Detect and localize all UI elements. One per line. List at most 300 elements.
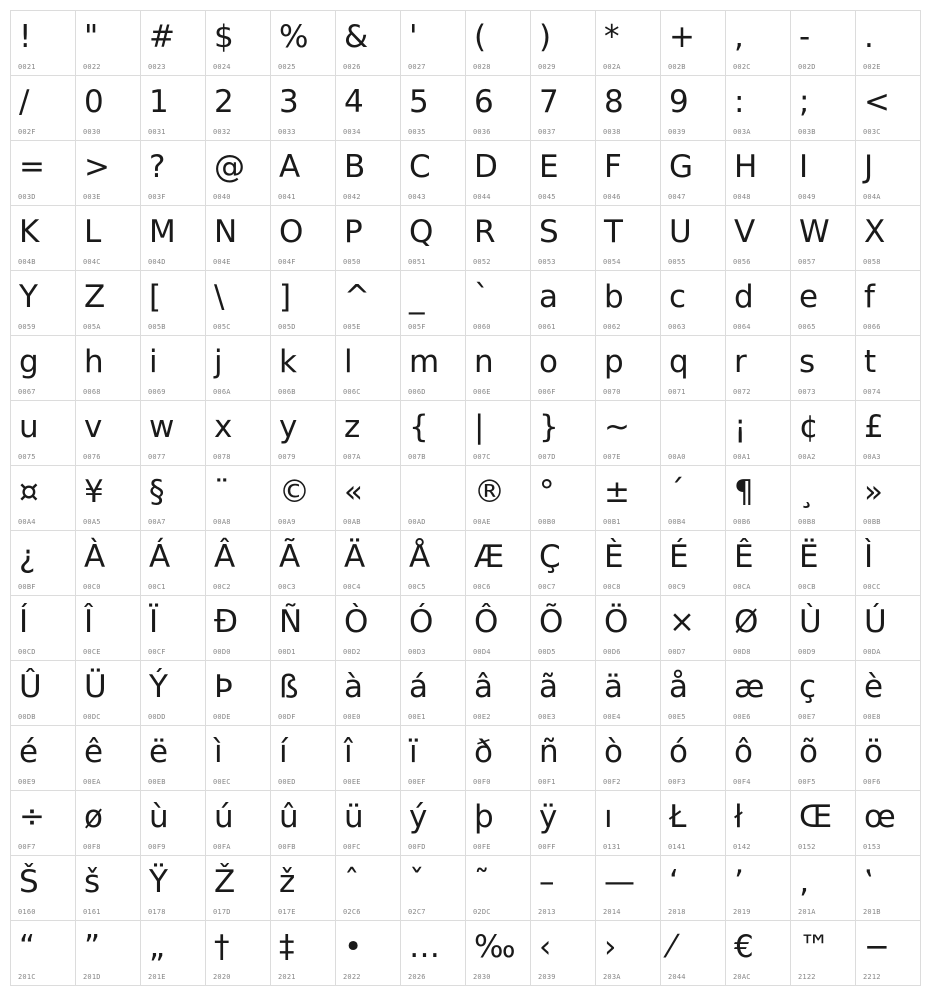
glyph-char: C bbox=[409, 149, 431, 185]
glyph-cell bbox=[206, 531, 271, 596]
glyph-codepoint: 00F7 bbox=[18, 843, 36, 851]
glyph-char: / bbox=[19, 84, 30, 120]
glyph-cell bbox=[856, 206, 921, 271]
glyph-codepoint: 00AE bbox=[473, 518, 491, 526]
glyph-cell bbox=[596, 206, 661, 271]
glyph-char: i bbox=[149, 344, 158, 380]
glyph-cell bbox=[596, 11, 661, 76]
glyph-cell bbox=[11, 726, 76, 791]
glyph-codepoint: 00C5 bbox=[408, 583, 426, 591]
glyph-codepoint: 00DB bbox=[18, 713, 36, 721]
glyph-cell bbox=[141, 11, 206, 76]
glyph-char: £ bbox=[864, 409, 884, 445]
glyph-codepoint: 0153 bbox=[863, 843, 881, 851]
glyph-cell bbox=[856, 466, 921, 531]
glyph-cell bbox=[596, 401, 661, 466]
glyph-cell bbox=[726, 76, 791, 141]
glyph-char: ” bbox=[84, 929, 101, 965]
glyph-char: Ÿ bbox=[149, 864, 168, 900]
glyph-cell bbox=[271, 401, 336, 466]
glyph-codepoint: 2030 bbox=[473, 973, 491, 981]
glyph-char: W bbox=[799, 214, 830, 250]
glyph-char: ˇ bbox=[409, 864, 425, 900]
glyph-char: þ bbox=[474, 799, 494, 835]
glyph-char: ~ bbox=[604, 409, 630, 445]
glyph-char: [ bbox=[149, 279, 162, 315]
glyph-codepoint: 0024 bbox=[213, 63, 231, 71]
glyph-char: Ò bbox=[344, 604, 369, 640]
glyph-cell bbox=[726, 11, 791, 76]
glyph-codepoint: 00A4 bbox=[18, 518, 36, 526]
glyph-codepoint: 0057 bbox=[798, 258, 816, 266]
glyph-char: , bbox=[734, 19, 744, 55]
glyph-cell bbox=[76, 726, 141, 791]
glyph-codepoint: 2013 bbox=[538, 908, 556, 916]
glyph-cell bbox=[206, 921, 271, 986]
glyph-char: ¡ bbox=[734, 409, 747, 445]
glyph-codepoint: 005B bbox=[148, 323, 166, 331]
glyph-char: † bbox=[214, 929, 230, 965]
glyph-cell bbox=[791, 726, 856, 791]
glyph-cell bbox=[531, 76, 596, 141]
glyph-char: ? bbox=[149, 149, 166, 185]
glyph-cell bbox=[336, 141, 401, 206]
glyph-char: ‰ bbox=[474, 929, 516, 965]
glyph-char: § bbox=[149, 474, 165, 510]
glyph-codepoint: 00CC bbox=[863, 583, 881, 591]
glyph-cell bbox=[336, 791, 401, 856]
glyph-char: − bbox=[864, 929, 890, 965]
glyph-char: m bbox=[409, 344, 440, 380]
glyph-char: O bbox=[279, 214, 304, 250]
glyph-codepoint: 0075 bbox=[18, 453, 36, 461]
glyph-cell bbox=[271, 531, 336, 596]
glyph-cell bbox=[661, 726, 726, 791]
glyph-cell bbox=[726, 921, 791, 986]
glyph-char: — bbox=[604, 864, 635, 900]
glyph-cell bbox=[11, 596, 76, 661]
glyph-cell bbox=[791, 661, 856, 726]
glyph-codepoint: 2039 bbox=[538, 973, 556, 981]
glyph-cell bbox=[76, 921, 141, 986]
glyph-cell bbox=[271, 791, 336, 856]
glyph-cell bbox=[596, 661, 661, 726]
glyph-cell bbox=[141, 336, 206, 401]
glyph-cell bbox=[11, 141, 76, 206]
glyph-codepoint: 0077 bbox=[148, 453, 166, 461]
glyph-char: Ù bbox=[799, 604, 822, 640]
glyph-codepoint: 00C2 bbox=[213, 583, 231, 591]
glyph-cell bbox=[856, 141, 921, 206]
glyph-char: A bbox=[279, 149, 301, 185]
glyph-char: N bbox=[214, 214, 238, 250]
glyph-char: ] bbox=[279, 279, 292, 315]
glyph-codepoint: 0034 bbox=[343, 128, 361, 136]
glyph-codepoint: 00C0 bbox=[83, 583, 101, 591]
glyph-char: f bbox=[864, 279, 875, 315]
glyph-cell bbox=[141, 141, 206, 206]
glyph-cell bbox=[76, 271, 141, 336]
glyph-char: + bbox=[669, 19, 695, 55]
glyph-cell bbox=[726, 661, 791, 726]
glyph-codepoint: 00FD bbox=[408, 843, 426, 851]
glyph-char: ° bbox=[539, 474, 555, 510]
glyph-codepoint: 0072 bbox=[733, 388, 751, 396]
glyph-char: à bbox=[344, 669, 363, 705]
glyph-codepoint: 2022 bbox=[343, 973, 361, 981]
glyph-codepoint: 00F0 bbox=[473, 778, 491, 786]
glyph-char: ^ bbox=[344, 279, 370, 315]
glyph-cell bbox=[271, 466, 336, 531]
glyph-cell bbox=[141, 206, 206, 271]
glyph-char: á bbox=[409, 669, 428, 705]
glyph-cell bbox=[76, 11, 141, 76]
glyph-char: É bbox=[669, 539, 689, 575]
glyph-codepoint: 00DA bbox=[863, 648, 881, 656]
glyph-codepoint: 003B bbox=[798, 128, 816, 136]
glyph-cell bbox=[791, 856, 856, 921]
glyph-char: K bbox=[19, 214, 40, 250]
glyph-cell bbox=[791, 531, 856, 596]
glyph-codepoint: 00DC bbox=[83, 713, 101, 721]
glyph-cell bbox=[466, 661, 531, 726]
glyph-codepoint: 006E bbox=[473, 388, 491, 396]
glyph-char: ™ bbox=[799, 929, 830, 965]
glyph-char: 8 bbox=[604, 84, 624, 120]
glyph-char: ® bbox=[474, 474, 505, 510]
glyph-cell bbox=[271, 141, 336, 206]
glyph-char: < bbox=[864, 84, 890, 120]
glyph-cell bbox=[531, 791, 596, 856]
glyph-char: } bbox=[539, 409, 559, 445]
glyph-char: – bbox=[539, 864, 555, 900]
glyph-codepoint: 005D bbox=[278, 323, 296, 331]
glyph-codepoint: 0025 bbox=[278, 63, 296, 71]
glyph-codepoint: 00A7 bbox=[148, 518, 166, 526]
glyph-cell bbox=[401, 726, 466, 791]
glyph-codepoint: 00E7 bbox=[798, 713, 816, 721]
glyph-codepoint: 00C9 bbox=[668, 583, 686, 591]
glyph-char: # bbox=[149, 19, 175, 55]
glyph-codepoint: 004D bbox=[148, 258, 166, 266]
glyph-char: ÷ bbox=[19, 799, 45, 835]
glyph-codepoint: 2026 bbox=[408, 973, 426, 981]
glyph-codepoint: 00C4 bbox=[343, 583, 361, 591]
glyph-codepoint: 00CB bbox=[798, 583, 816, 591]
glyph-codepoint: 00D7 bbox=[668, 648, 686, 656]
glyph-codepoint: 2044 bbox=[668, 973, 686, 981]
glyph-char: ž bbox=[279, 864, 296, 900]
glyph-char: ê bbox=[84, 734, 104, 770]
glyph-cell bbox=[11, 466, 76, 531]
glyph-char: Á bbox=[149, 539, 171, 575]
glyph-cell bbox=[661, 466, 726, 531]
glyph-char: T bbox=[604, 214, 623, 250]
glyph-codepoint: 00CD bbox=[18, 648, 36, 656]
glyph-grid bbox=[10, 10, 921, 986]
glyph-codepoint: 0052 bbox=[473, 258, 491, 266]
glyph-codepoint: 0065 bbox=[798, 323, 816, 331]
glyph-codepoint: 2021 bbox=[278, 973, 296, 981]
glyph-char: Ô bbox=[474, 604, 499, 640]
glyph-codepoint: 0069 bbox=[148, 388, 166, 396]
glyph-char: Æ bbox=[474, 539, 505, 575]
glyph-codepoint: 002D bbox=[798, 63, 816, 71]
glyph-cell bbox=[856, 856, 921, 921]
glyph-cell bbox=[466, 336, 531, 401]
glyph-codepoint: 00FF bbox=[538, 843, 556, 851]
glyph-char: Ê bbox=[734, 539, 754, 575]
glyph-cell bbox=[726, 596, 791, 661]
glyph-char: Ã bbox=[279, 539, 301, 575]
glyph-cell bbox=[76, 206, 141, 271]
glyph-codepoint: 00F2 bbox=[603, 778, 621, 786]
glyph-codepoint: 00D4 bbox=[473, 648, 491, 656]
glyph-char: n bbox=[474, 344, 494, 380]
glyph-cell bbox=[206, 661, 271, 726]
glyph-cell bbox=[791, 206, 856, 271]
glyph-char: ¿ bbox=[19, 539, 36, 575]
glyph-codepoint: 002A bbox=[603, 63, 621, 71]
glyph-cell bbox=[791, 401, 856, 466]
glyph-char: æ bbox=[734, 669, 765, 705]
glyph-cell bbox=[336, 856, 401, 921]
glyph-char: © bbox=[279, 474, 310, 510]
glyph-char: { bbox=[409, 409, 429, 445]
glyph-codepoint: 00E5 bbox=[668, 713, 686, 721]
glyph-cell bbox=[531, 466, 596, 531]
glyph-cell bbox=[11, 661, 76, 726]
glyph-cell bbox=[791, 466, 856, 531]
glyph-codepoint: 00C8 bbox=[603, 583, 621, 591]
glyph-cell bbox=[856, 596, 921, 661]
glyph-char: 5 bbox=[409, 84, 429, 120]
glyph-cell bbox=[531, 856, 596, 921]
glyph-char: ‛ bbox=[864, 864, 874, 900]
glyph-codepoint: 00E4 bbox=[603, 713, 621, 721]
glyph-codepoint: 02DC bbox=[473, 908, 491, 916]
glyph-cell bbox=[791, 921, 856, 986]
glyph-codepoint: 0073 bbox=[798, 388, 816, 396]
glyph-cell bbox=[271, 76, 336, 141]
glyph-char: ñ bbox=[539, 734, 559, 770]
glyph-codepoint: 0056 bbox=[733, 258, 751, 266]
glyph-char: " bbox=[84, 19, 99, 55]
glyph-char: Û bbox=[19, 669, 42, 705]
glyph-char: l bbox=[344, 344, 353, 380]
glyph-codepoint: 00F1 bbox=[538, 778, 556, 786]
glyph-codepoint: 00CE bbox=[83, 648, 101, 656]
glyph-codepoint: 2019 bbox=[733, 908, 751, 916]
glyph-codepoint: 00A8 bbox=[213, 518, 231, 526]
glyph-codepoint: 00FB bbox=[278, 843, 296, 851]
glyph-char: ˆ bbox=[344, 864, 360, 900]
glyph-cell bbox=[596, 726, 661, 791]
glyph-cell bbox=[76, 466, 141, 531]
glyph-codepoint: 007C bbox=[473, 453, 491, 461]
glyph-char: é bbox=[19, 734, 39, 770]
glyph-char: Ý bbox=[149, 669, 168, 705]
glyph-cell bbox=[531, 11, 596, 76]
glyph-char: ø bbox=[84, 799, 103, 835]
glyph-char: ⁄ bbox=[669, 929, 675, 965]
glyph-char: 3 bbox=[279, 84, 299, 120]
glyph-cell bbox=[726, 726, 791, 791]
glyph-codepoint: 003E bbox=[83, 193, 101, 201]
glyph-codepoint: 0049 bbox=[798, 193, 816, 201]
glyph-cell bbox=[661, 921, 726, 986]
glyph-codepoint: 00E9 bbox=[18, 778, 36, 786]
glyph-codepoint: 007B bbox=[408, 453, 426, 461]
glyph-char: R bbox=[474, 214, 496, 250]
glyph-cell bbox=[206, 596, 271, 661]
glyph-cell bbox=[401, 661, 466, 726]
glyph-cell bbox=[596, 921, 661, 986]
glyph-codepoint: 00D3 bbox=[408, 648, 426, 656]
glyph-cell bbox=[531, 726, 596, 791]
glyph-char: š bbox=[84, 864, 101, 900]
glyph-codepoint: 0026 bbox=[343, 63, 361, 71]
glyph-codepoint: 00F3 bbox=[668, 778, 686, 786]
glyph-char: e bbox=[799, 279, 819, 315]
glyph-cell bbox=[401, 856, 466, 921]
glyph-char: ` bbox=[474, 279, 490, 315]
glyph-char: z bbox=[344, 409, 361, 445]
glyph-char: Ž bbox=[214, 864, 236, 900]
glyph-codepoint: 00EF bbox=[408, 778, 426, 786]
glyph-char: Þ bbox=[214, 669, 233, 705]
glyph-char: ù bbox=[149, 799, 169, 835]
glyph-codepoint: 201D bbox=[83, 973, 101, 981]
glyph-cell bbox=[856, 76, 921, 141]
glyph-char: ô bbox=[734, 734, 753, 770]
glyph-codepoint: 201C bbox=[18, 973, 36, 981]
glyph-codepoint: 00C7 bbox=[538, 583, 556, 591]
glyph-char: M bbox=[149, 214, 176, 250]
glyph-cell bbox=[466, 596, 531, 661]
glyph-cell bbox=[531, 596, 596, 661]
glyph-cell bbox=[726, 856, 791, 921]
glyph-codepoint: 0030 bbox=[83, 128, 101, 136]
glyph-cell bbox=[336, 11, 401, 76]
glyph-cell bbox=[76, 401, 141, 466]
glyph-codepoint: 00C6 bbox=[473, 583, 491, 591]
glyph-codepoint: 2122 bbox=[798, 973, 816, 981]
glyph-cell bbox=[401, 921, 466, 986]
glyph-codepoint: 0038 bbox=[603, 128, 621, 136]
glyph-codepoint: 20AC bbox=[733, 973, 751, 981]
glyph-cell bbox=[401, 11, 466, 76]
glyph-codepoint: 201B bbox=[863, 908, 881, 916]
glyph-cell bbox=[531, 206, 596, 271]
glyph-char: ! bbox=[19, 19, 32, 55]
glyph-cell bbox=[596, 271, 661, 336]
glyph-codepoint: 0036 bbox=[473, 128, 491, 136]
glyph-char: Ç bbox=[539, 539, 561, 575]
glyph-cell bbox=[791, 596, 856, 661]
glyph-codepoint: 005E bbox=[343, 323, 361, 331]
glyph-codepoint: 00B4 bbox=[668, 518, 686, 526]
glyph-codepoint: 0079 bbox=[278, 453, 296, 461]
glyph-cell bbox=[206, 466, 271, 531]
glyph-codepoint: 0053 bbox=[538, 258, 556, 266]
glyph-cell bbox=[271, 11, 336, 76]
glyph-codepoint: 0043 bbox=[408, 193, 426, 201]
glyph-char: H bbox=[734, 149, 758, 185]
glyph-char: 9 bbox=[669, 84, 689, 120]
glyph-char: Ì bbox=[864, 539, 874, 575]
glyph-cell bbox=[726, 531, 791, 596]
glyph-codepoint: 00C1 bbox=[148, 583, 166, 591]
glyph-codepoint: 00AD bbox=[408, 518, 426, 526]
glyph-cell bbox=[141, 401, 206, 466]
glyph-cell bbox=[726, 466, 791, 531]
glyph-codepoint: 00D2 bbox=[343, 648, 361, 656]
glyph-cell bbox=[531, 921, 596, 986]
glyph-cell bbox=[76, 791, 141, 856]
glyph-cell bbox=[271, 596, 336, 661]
glyph-cell bbox=[206, 271, 271, 336]
glyph-codepoint: 00E8 bbox=[863, 713, 881, 721]
glyph-cell bbox=[11, 76, 76, 141]
glyph-char: ò bbox=[604, 734, 623, 770]
glyph-char: € bbox=[734, 929, 754, 965]
glyph-cell bbox=[271, 726, 336, 791]
glyph-codepoint: 0047 bbox=[668, 193, 686, 201]
glyph-cell bbox=[76, 596, 141, 661]
glyph-cell bbox=[856, 661, 921, 726]
glyph-char: Z bbox=[84, 279, 106, 315]
glyph-codepoint: 0059 bbox=[18, 323, 36, 331]
glyph-codepoint: 2020 bbox=[213, 973, 231, 981]
glyph-codepoint: 00EE bbox=[343, 778, 361, 786]
glyph-char: Ä bbox=[344, 539, 366, 575]
glyph-char: Œ bbox=[799, 799, 833, 835]
glyph-cell bbox=[271, 271, 336, 336]
glyph-codepoint: 0142 bbox=[733, 843, 751, 851]
glyph-cell bbox=[531, 141, 596, 206]
glyph-codepoint: 00EA bbox=[83, 778, 101, 786]
glyph-char: Í bbox=[19, 604, 29, 640]
glyph-char: c bbox=[669, 279, 687, 315]
glyph-codepoint: 007D bbox=[538, 453, 556, 461]
glyph-cell bbox=[661, 856, 726, 921]
glyph-codepoint: 0029 bbox=[538, 63, 556, 71]
glyph-cell bbox=[661, 791, 726, 856]
glyph-codepoint: 004A bbox=[863, 193, 881, 201]
glyph-char: Ø bbox=[734, 604, 759, 640]
glyph-cell bbox=[531, 336, 596, 401]
glyph-cell bbox=[401, 206, 466, 271]
glyph-codepoint: 002B bbox=[668, 63, 686, 71]
glyph-codepoint: 004C bbox=[83, 258, 101, 266]
glyph-codepoint: 00F9 bbox=[148, 843, 166, 851]
glyph-char: J bbox=[864, 149, 874, 185]
glyph-cell bbox=[726, 206, 791, 271]
glyph-char: G bbox=[669, 149, 694, 185]
glyph-char: r bbox=[734, 344, 747, 380]
glyph-cell bbox=[336, 531, 401, 596]
glyph-cell bbox=[141, 726, 206, 791]
glyph-char: Õ bbox=[539, 604, 564, 640]
glyph-cell bbox=[726, 336, 791, 401]
glyph-cell bbox=[141, 856, 206, 921]
glyph-codepoint: 0039 bbox=[668, 128, 686, 136]
glyph-char: w bbox=[149, 409, 175, 445]
glyph-char: j bbox=[214, 344, 223, 380]
glyph-cell bbox=[856, 271, 921, 336]
glyph-codepoint: 0027 bbox=[408, 63, 426, 71]
